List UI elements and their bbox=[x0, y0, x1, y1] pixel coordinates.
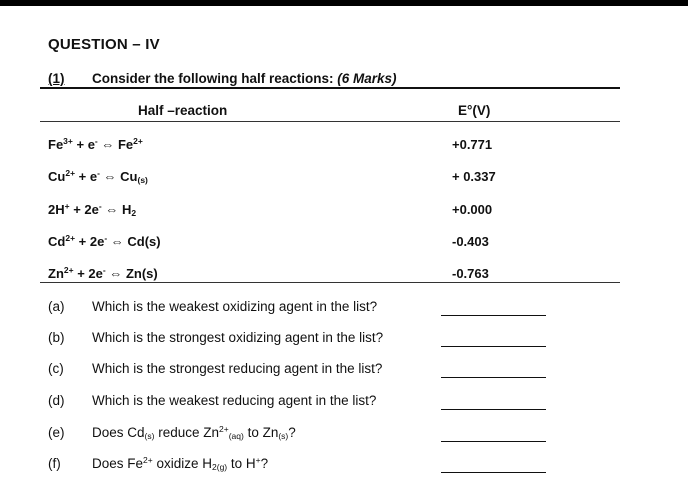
subquestion-label: (b) bbox=[48, 330, 65, 345]
table-row bbox=[0, 266, 688, 286]
subquestion-text: Does $Cd_{(s)}$ reduce $Zn^{2+}_{(aq)}$ to $Zn_{(s)}$? bbox=[92, 424, 296, 441]
subquestion-b bbox=[0, 330, 688, 350]
table-row bbox=[0, 137, 688, 157]
heading-rule bbox=[40, 87, 620, 89]
half-reaction-fe: $Fe^{3+} + e^-$ ⇔ $Fe^{2+}$ bbox=[48, 136, 143, 152]
subquestion-e bbox=[0, 425, 688, 445]
subquestion-a bbox=[0, 299, 688, 319]
potential-value: +0.771 bbox=[452, 137, 493, 152]
question-1-text bbox=[92, 71, 397, 86]
potential-value: + 0.337 bbox=[452, 169, 496, 184]
subquestion-text: Which is the strongest oxidizing agent in the list? bbox=[92, 330, 384, 345]
half-reaction-h: 2H+ + 2e- ⇔ $H_2$ bbox=[48, 201, 137, 218]
table-bottom-rule bbox=[40, 282, 620, 283]
subquestion-label: (d) bbox=[48, 393, 65, 408]
subquestion-f bbox=[0, 456, 688, 476]
answer-line[interactable] bbox=[441, 315, 546, 316]
question-1-marks: (6 Marks) bbox=[337, 71, 397, 86]
potential-value: -0.763 bbox=[452, 266, 489, 281]
half-reaction-cu: $Cu^{2+} + e^-$ ⇔ $Cu_{(s)}$ bbox=[48, 168, 148, 185]
subquestion-c bbox=[0, 361, 688, 381]
table-row bbox=[0, 169, 688, 189]
subquestion-text: Which is the strongest reducing agent in the list? bbox=[92, 361, 383, 376]
table-row bbox=[0, 202, 688, 222]
answer-line[interactable] bbox=[441, 409, 546, 410]
subquestion-text: Does $Fe^{2+}$ oxidize $H_{2(g)}$ to H+? bbox=[92, 455, 269, 472]
answer-line[interactable] bbox=[441, 472, 546, 473]
potential-value: +0.000 bbox=[452, 202, 493, 217]
top-border bbox=[0, 0, 688, 6]
header-potential: E°(V) bbox=[458, 103, 491, 118]
answer-line[interactable] bbox=[441, 441, 546, 442]
half-reaction-cd: $Cd^{2+} + 2e^-$ ⇔ Cd(s) bbox=[48, 233, 161, 249]
subquestion-d bbox=[0, 393, 688, 413]
subquestion-label: (e) bbox=[48, 425, 65, 440]
subquestion-text: Which is the weakest reducing agent in the list? bbox=[92, 393, 377, 408]
header-rule bbox=[40, 121, 620, 122]
subquestion-label: (a) bbox=[48, 299, 65, 314]
question-1-number: (1) bbox=[48, 71, 65, 86]
answer-line[interactable] bbox=[441, 346, 546, 347]
subquestion-text: Which is the weakest oxidizing agent in the list? bbox=[92, 299, 378, 314]
half-reaction-zn: $Zn^{2+} + 2e^-$ ⇔ Zn(s) bbox=[48, 265, 158, 281]
potential-value: -0.403 bbox=[452, 234, 489, 249]
table-row bbox=[0, 234, 688, 254]
question-1-prompt: Consider the following half reactions: bbox=[92, 71, 338, 86]
answer-line[interactable] bbox=[441, 377, 546, 378]
subquestion-label: (c) bbox=[48, 361, 64, 376]
question-title: QUESTION – IV bbox=[48, 36, 160, 53]
subquestion-label: (f) bbox=[48, 456, 61, 471]
header-half-reaction: Half –reaction bbox=[138, 103, 228, 118]
